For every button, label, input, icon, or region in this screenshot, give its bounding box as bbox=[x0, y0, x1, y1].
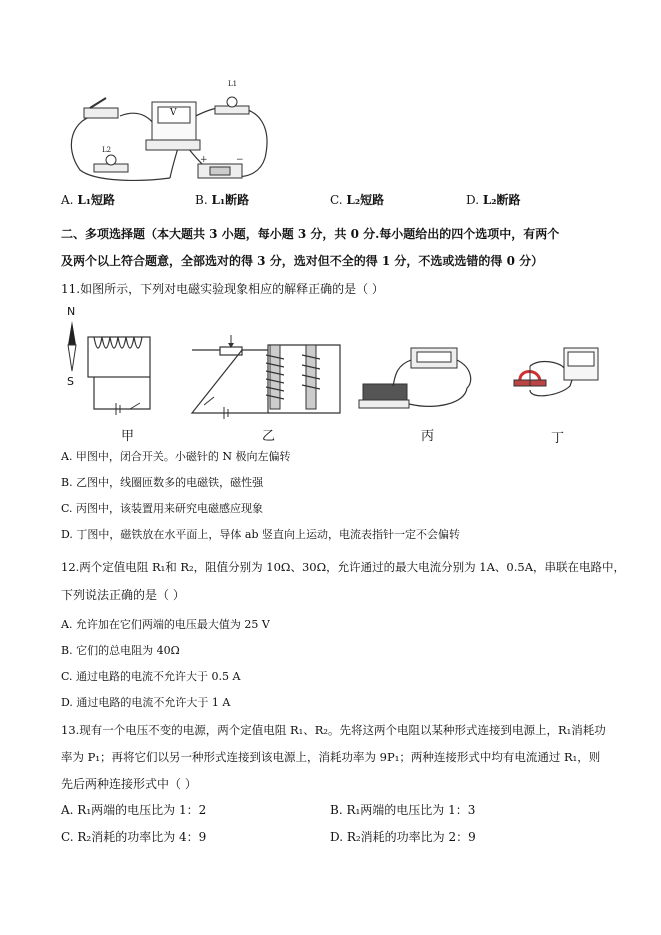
galvanometer-setup bbox=[355, 338, 490, 418]
q12-option-a: A. 允许加在它们两端的电压最大值为 25 V bbox=[61, 618, 270, 631]
q11-option-c: C. 丙图中，该装置用来研究电磁感应现象 bbox=[61, 502, 264, 515]
q13-option-a: A. R₁两端的电压比为 1：2 bbox=[61, 803, 207, 817]
option-text: L₂断路 bbox=[482, 193, 521, 207]
compass-n-label: N bbox=[67, 305, 76, 318]
option-text: L₂短路 bbox=[346, 193, 385, 207]
option-letter: C. bbox=[330, 193, 343, 207]
figure-label-ding: 丁 bbox=[551, 431, 565, 446]
q12-option-d: D. 通过电路的电流不允许大于 1 A bbox=[61, 696, 231, 709]
q12-stem-line1: 12.两个定值电阻 R₁和 R₂，阻值分别为 10Ω、30Ω，允许通过的最大电流分别为 1A、0.5A，串联在电路中， bbox=[61, 560, 625, 574]
option-letter: B. bbox=[195, 193, 208, 207]
section-heading-line1: 二、多项选择题（本大题共 3 小题，每小题 3 分，共 0 分.每小题给出的四个选项中，有两个 bbox=[61, 227, 560, 241]
compass-s-label: S bbox=[67, 375, 74, 388]
q12-option-b: B. 它们的总电阻为 40Ω bbox=[61, 644, 180, 657]
q10-option-a bbox=[61, 192, 115, 208]
q13-option-b: B. R₁两端的电压比为 1：3 bbox=[330, 803, 476, 817]
figure-label-bing: 丙 bbox=[421, 429, 435, 444]
option-letter: D. bbox=[466, 193, 480, 207]
option-text: L₁断路 bbox=[211, 193, 250, 207]
ammeter-magnet-setup bbox=[500, 338, 610, 418]
q10-option-c bbox=[330, 192, 384, 208]
electromagnets-circuit bbox=[190, 325, 345, 415]
top-circuit-figure bbox=[60, 78, 275, 186]
voltmeter-label: V bbox=[170, 108, 177, 118]
circuit-drawing bbox=[60, 78, 275, 186]
option-text: L₁短路 bbox=[77, 193, 116, 207]
q10-option-b bbox=[195, 192, 249, 208]
l2-label: L2 bbox=[102, 146, 112, 154]
figure-bing bbox=[355, 338, 490, 418]
q11-option-a: A. 甲图中，闭合开关。小磁针的 N 极向左偏转 bbox=[61, 450, 291, 463]
q13-stem-line2: 率为 P₁；再将它们以另一种形式连接到该电源上，消耗功率为 9P₁；两种连接形式中均有电流通过 R₁，则 bbox=[61, 750, 601, 764]
q12-option-c: C. 通过电路的电流不允许大于 0.5 A bbox=[61, 670, 241, 683]
q11-option-b: B. 乙图中，线圈匝数多的电磁铁，磁性强 bbox=[61, 476, 264, 489]
figure-label-yi: 乙 bbox=[262, 429, 276, 444]
q11-stem: 11.如图所示，下列对电磁实验现象相应的解释正确的是（ ） bbox=[61, 282, 384, 296]
q13-stem-line3: 先后两种连接形式中（ ） bbox=[61, 777, 197, 791]
q13-option-c: C. R₂消耗的功率比为 4：9 bbox=[61, 830, 207, 844]
l1-label: L1 bbox=[228, 80, 238, 88]
figure-label-jia: 甲 bbox=[121, 429, 135, 444]
q13-stem-line1: 13.现有一个电压不变的电源，两个定值电阻 R₁、R₂。先将这两个电阻以某种形式连接到电源上，R₁消耗功 bbox=[61, 723, 606, 737]
figure-jia bbox=[60, 305, 160, 415]
q10-option-d bbox=[466, 192, 521, 208]
svg-text:+: + bbox=[200, 155, 208, 165]
svg-text:−: − bbox=[236, 155, 244, 165]
section-heading-line2: 及两个以上符合题意，全部选对的得 3 分，选对但不全的得 1 分，不选或选错的得 0 分） bbox=[61, 254, 544, 268]
q12-stem-line2: 下列说法正确的是（ ） bbox=[61, 588, 185, 602]
q13-option-d: D. R₂消耗的功率比为 2：9 bbox=[330, 830, 476, 844]
option-letter: A. bbox=[61, 193, 74, 207]
q11-option-d: D. 丁图中，磁铁放在水平面上，导体 ab 竖直向上运动，电流表指针一定不会偏转 bbox=[61, 528, 461, 541]
figure-ding bbox=[500, 338, 610, 418]
figure-yi bbox=[190, 325, 345, 415]
compass-and-coil bbox=[60, 305, 160, 415]
